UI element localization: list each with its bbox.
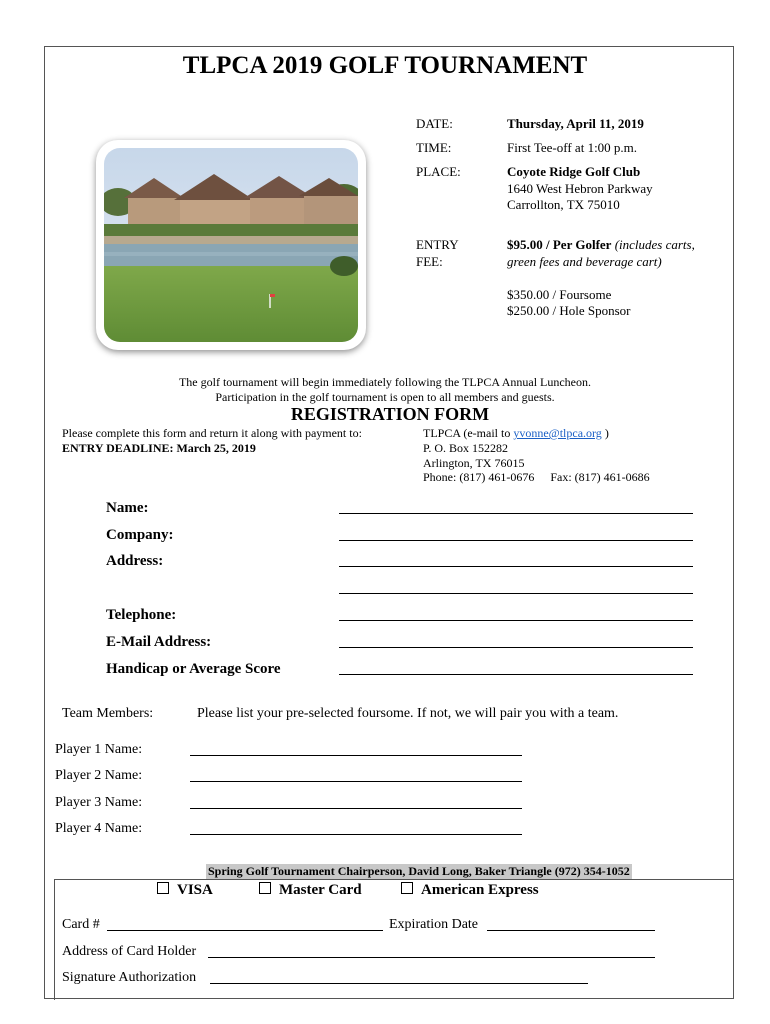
address-field-line1[interactable] bbox=[339, 566, 693, 567]
email-field[interactable] bbox=[339, 647, 693, 648]
org-prefix: TLPCA (e-mail to bbox=[423, 426, 514, 440]
player4-field[interactable] bbox=[190, 834, 522, 835]
mailing-city: Arlington, TX 76015 bbox=[423, 456, 525, 470]
mailing-org bbox=[423, 426, 609, 441]
email-link[interactable]: yvonne@tlpca.org bbox=[513, 426, 602, 440]
entry-fee-label-line2: FEE: bbox=[416, 254, 443, 269]
intro-line2: Participation in the golf tournament is open to all members and guests. bbox=[215, 390, 555, 404]
team-members-instructions: Please list your pre-selected foursome. If not, we will pair you with a team. bbox=[197, 706, 619, 721]
mastercard-label: Master Card bbox=[279, 882, 362, 898]
date-label: DATE: bbox=[416, 116, 453, 131]
player1-label: Player 1 Name: bbox=[55, 742, 143, 757]
fax-number: Fax: (817) 461-0686 bbox=[550, 470, 650, 484]
chairperson-note: Spring Golf Tournament Chairperson, David Long, Baker Triangle (972) 354-1052 bbox=[208, 864, 630, 878]
card-holder-address-field[interactable] bbox=[208, 957, 655, 958]
expiration-date-label: Expiration Date bbox=[389, 917, 479, 932]
handicap-field[interactable] bbox=[339, 674, 693, 675]
visa-label: VISA bbox=[177, 882, 213, 898]
place-address-line1: 1640 West Hebron Parkway bbox=[507, 181, 653, 196]
amex-label: American Express bbox=[421, 882, 539, 898]
page-title: TLPCA 2019 GOLF TOURNAMENT bbox=[182, 52, 588, 79]
card-holder-address-label: Address of Card Holder bbox=[62, 944, 197, 959]
team-members-label: Team Members: bbox=[62, 706, 154, 721]
entry-fee-value bbox=[507, 237, 695, 253]
address-field-line2[interactable] bbox=[339, 593, 693, 594]
time-label: TIME: bbox=[416, 140, 452, 155]
card-number-field[interactable] bbox=[107, 930, 383, 931]
golf-course-photo bbox=[104, 148, 358, 342]
address-label: Address: bbox=[106, 553, 164, 569]
fee-per-golfer: $95.00 / Per Golfer bbox=[507, 237, 612, 252]
mastercard-option[interactable] bbox=[259, 882, 362, 899]
po-box: P. O. Box 152282 bbox=[423, 441, 509, 455]
hole-sponsor-fee: $250.00 / Hole Sponsor bbox=[507, 303, 631, 318]
golf-course-photo-frame bbox=[96, 140, 366, 350]
player3-label: Player 3 Name: bbox=[55, 795, 143, 810]
fee-includes-note-line2: green fees and beverage cart) bbox=[507, 254, 662, 269]
time-value: First Tee-off at 1:00 p.m. bbox=[507, 140, 638, 155]
foursome-fee: $350.00 / Foursome bbox=[507, 287, 612, 302]
telephone-field[interactable] bbox=[339, 620, 693, 621]
org-suffix: ) bbox=[601, 426, 609, 440]
amex-option[interactable] bbox=[401, 882, 539, 899]
signature-field[interactable] bbox=[210, 983, 588, 984]
telephone-label: Telephone: bbox=[106, 607, 177, 623]
contact-numbers bbox=[423, 470, 650, 485]
place-address-line2: Carrollton, TX 75010 bbox=[507, 197, 620, 212]
email-label: E-Mail Address: bbox=[106, 634, 212, 650]
signature-label: Signature Authorization bbox=[62, 970, 197, 985]
expiration-date-field[interactable] bbox=[487, 930, 655, 931]
visa-option[interactable] bbox=[157, 882, 213, 899]
player2-field[interactable] bbox=[190, 781, 522, 782]
intro-line1: The golf tournament will begin immediately following the TLPCA Annual Luncheon. bbox=[178, 375, 592, 389]
player4-label: Player 4 Name: bbox=[55, 821, 143, 836]
card-number-label: Card # bbox=[62, 917, 100, 932]
registration-instructions: Please complete this form and return it along with payment to: bbox=[62, 426, 362, 440]
fee-includes-note: (includes carts, bbox=[614, 237, 695, 252]
player3-field[interactable] bbox=[190, 808, 522, 809]
name-field[interactable] bbox=[339, 513, 693, 514]
place-name: Coyote Ridge Golf Club bbox=[507, 164, 641, 179]
company-field[interactable] bbox=[339, 540, 693, 541]
player2-label: Player 2 Name: bbox=[55, 768, 143, 783]
phone-number: Phone: (817) 461-0676 bbox=[423, 470, 535, 484]
checkbox-icon[interactable] bbox=[259, 882, 271, 894]
checkbox-icon[interactable] bbox=[157, 882, 169, 894]
date-value: Thursday, April 11, 2019 bbox=[507, 116, 644, 131]
entry-fee-label-line1: ENTRY bbox=[416, 237, 459, 252]
checkbox-icon[interactable] bbox=[401, 882, 413, 894]
place-label: PLACE: bbox=[416, 164, 461, 179]
entry-deadline: ENTRY DEADLINE: March 25, 2019 bbox=[62, 441, 256, 455]
company-label: Company: bbox=[106, 527, 174, 543]
registration-form-title: REGISTRATION FORM bbox=[290, 404, 490, 424]
player1-field[interactable] bbox=[190, 755, 522, 756]
handicap-label: Handicap or Average Score bbox=[106, 661, 281, 677]
name-label: Name: bbox=[106, 500, 149, 516]
